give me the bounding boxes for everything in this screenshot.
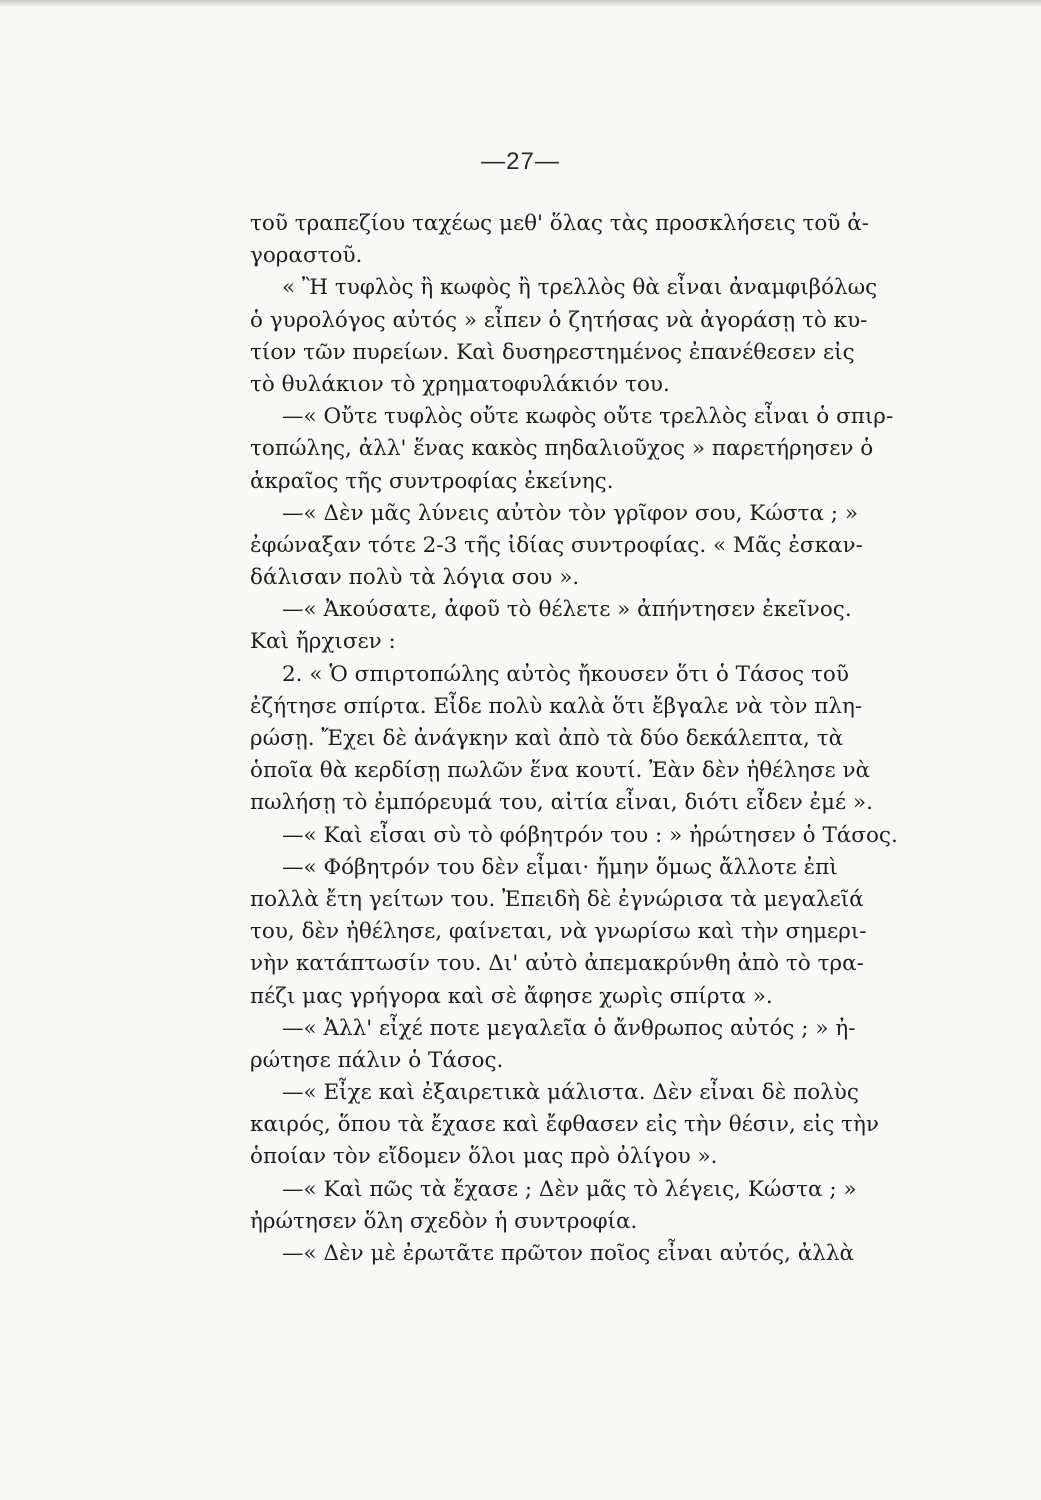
text-line: —« Εἶχε καὶ ἐξαιρετικὰ μάλιστα. Δὲν εἶναι δὲ πολὺς — [282, 1080, 859, 1106]
text-line: ἠρώτησεν ὅλη σχεδὸν ἡ συντροφία. — [250, 1208, 638, 1234]
text-line: —« Οὔτε τυφλὸς οὔτε κωφὸς οὔτε τρελλὸς εἶναι ὁ σπιρ- — [282, 404, 894, 430]
text-line: —« Ἀκούσατε, ἀφοῦ τὸ θέλετε » ἀπήντησεν ἐκεῖνος. — [282, 597, 852, 623]
text-line: τοῦ τραπεζίου ταχέως μεθ' ὅλας τὰς προσκλήσεις τοῦ ἀ- — [250, 211, 870, 236]
text-line: γοραστοῦ. — [250, 243, 363, 269]
text-line: πολλὰ ἔτη γείτων του. Ἐπειδὴ δὲ ἐγνώρισα τὰ μεγαλεῖά — [250, 886, 864, 912]
text-line: « Ἢ τυφλὸς ἢ κωφὸς ἢ τρελλὸς θὰ εἶναι ἀναμφιβόλως — [282, 275, 878, 301]
text-line: δάλισαν πολὺ τὰ λόγια σου ». — [250, 565, 580, 591]
text-line: ἐφώναξαν τότε 2-3 τῆς ἰδίας συντροφίας. « Μᾶς ἐσκαν- — [250, 532, 863, 558]
text-line: ὁ γυρολόγος αὐτός » εἶπεν ὁ ζητήσας νὰ ἀγοράσῃ τὸ κυ- — [250, 307, 868, 333]
text-line: πέζι μας γρήγορα καὶ σὲ ἄφησε χωρὶς σπίρτα ». — [250, 983, 773, 1009]
text-line: νὴν κατάπτωσίν του. Δι' αὐτὸ ἀπεμακρύνθη ἀπὸ τὸ τρα- — [250, 951, 864, 977]
text-line: ὁποίαν τὸν εἴδομεν ὅλοι μας πρὸ ὀλίγου ». — [250, 1144, 718, 1170]
text-line: ἐζήτησε σπίρτα. Εἶδε πολὺ καλὰ ὅτι ἔβγαλε νὰ τὸν πλη- — [250, 693, 863, 719]
text-line: Καὶ ἤρχισεν : — [250, 629, 396, 655]
text-line: —« Καὶ πῶς τὰ ἔχασε ; Δὲν μᾶς τὸ λέγεις, Κώστα ; » — [282, 1176, 857, 1202]
text-line: —« Δὲν μὲ ἐρωτᾶτε πρῶτον ποῖος εἶναι αὐτός, ἀλλὰ — [282, 1241, 855, 1266]
text-line: —« Καὶ εἶσαι σὺ τὸ φόβητρόν του : » ἠρώτησεν ὁ Τάσος. — [282, 822, 898, 848]
text-line: πωλήσῃ τὸ ἐμπόρευμά του, αἰτία εἶναι, διότι εἶδεν ἐμέ ». — [250, 790, 873, 816]
text-line: τὸ θυλάκιον τὸ χρηματοφυλάκιόν του. — [250, 371, 670, 397]
body-text — [250, 208, 898, 1270]
text-line: του, δὲν ἠθέλησε, φαίνεται, νὰ γνωρίσω καὶ τὴν σημερι- — [250, 919, 867, 945]
text-line: —« Ἀλλ' εἶχέ ποτε μεγαλεῖα ὁ ἄνθρωπος αὐτός ; » ἠ- — [282, 1015, 856, 1041]
page-top-edge — [0, 0, 1041, 6]
text-line: ὁποῖα θὰ κερδίσῃ πωλῶν ἕνα κουτί. Ἐὰν δὲν ἠθέλησε νὰ — [250, 758, 871, 784]
text-line: ρώτησε πάλιν ὁ Τάσος. — [250, 1047, 504, 1073]
text-line: τοπώλης, ἀλλ' ἕνας κακὸς πηδαλιοῦχος » παρετήρησεν ὁ — [250, 436, 874, 462]
text-line: 2. « Ὁ σπιρτοπώλης αὐτὸς ἤκουσεν ὅτι ὁ Τάσος τοῦ — [282, 661, 849, 687]
text-line: τίον τῶν πυρείων. Καὶ δυσηρεστημένος ἐπανέθεσεν εἰς — [250, 339, 855, 365]
text-line: ρώσῃ. Ἔχει δὲ ἀνάγκην καὶ ἀπὸ τὰ δύο δεκάλεπτα, τὰ — [250, 726, 844, 751]
text-line: —« Φόβητρόν του δὲν εἶμαι· ἤμην ὅμως ἄλλοτε ἐπὶ — [282, 854, 838, 880]
text-line: καιρός, ὅπου τὰ ἔχασε καὶ ἔφθασεν εἰς τὴν θέσιν, εἰς τὴν — [250, 1112, 879, 1138]
text-line: —« Δὲν μᾶς λύνεις αὐτὸν τὸν γρῖφον σου, Κώστα ; » — [282, 500, 859, 526]
page-number: —27— — [481, 148, 560, 175]
text-line: ἀκραῖος τῆς συντροφίας ἐκείνης. — [250, 468, 614, 494]
